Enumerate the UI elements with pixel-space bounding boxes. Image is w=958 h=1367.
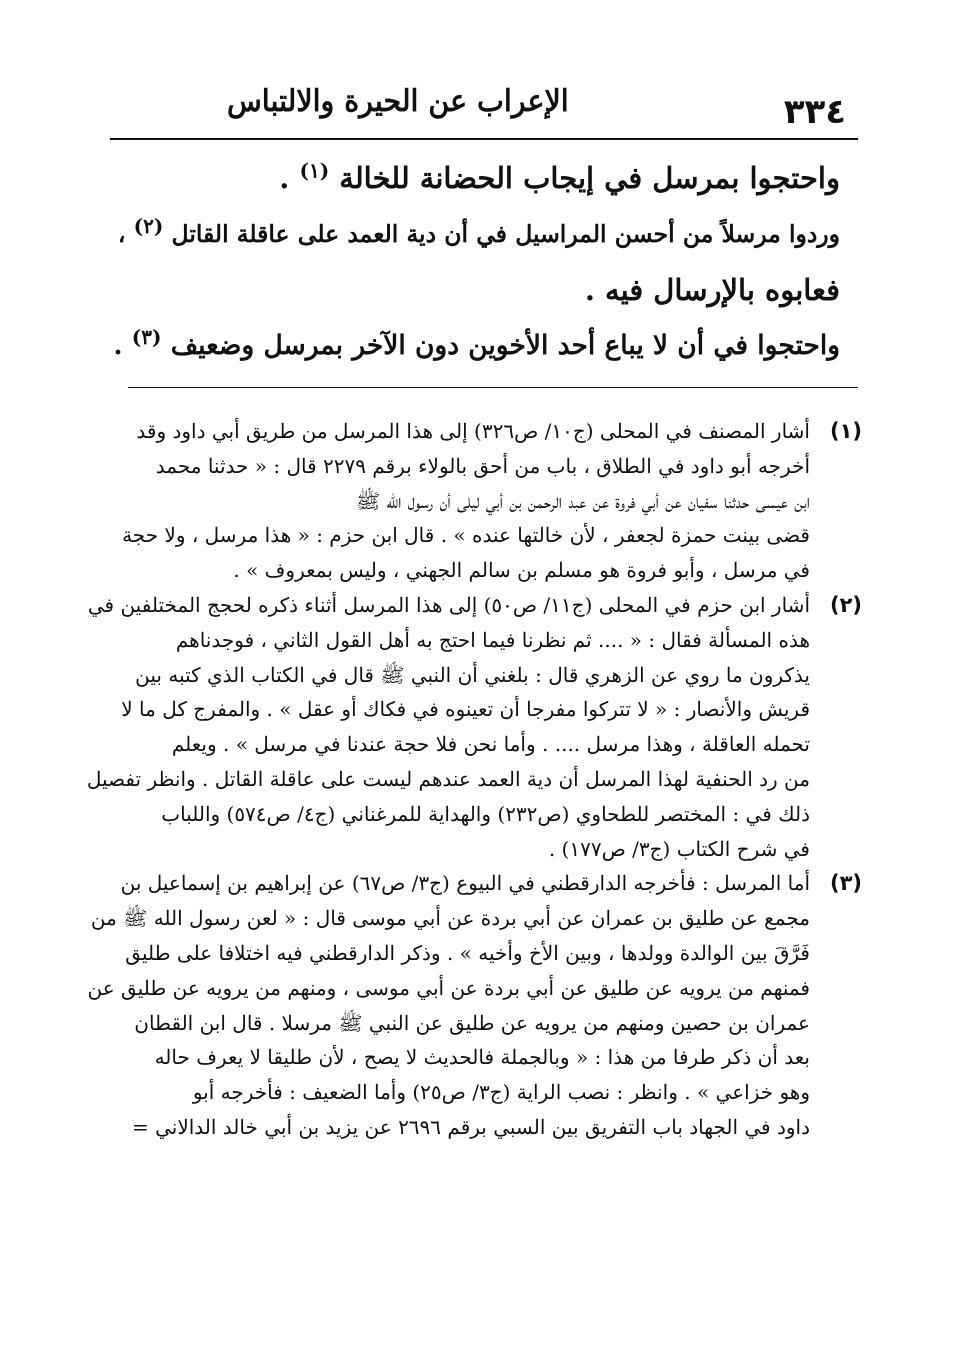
footnote-line: أشار ابن حزم في المحلى (ج١١/ ص٥٠) إلى هذا المرسل أثناء ذكره لحجج المختلفين في <box>87 592 810 617</box>
footnote-line: داود في الجهاد باب التفريق بين السبي برقم ٢٦٩٦ عن يزيد بن أبي خالد الدالاني = <box>131 1114 810 1139</box>
main-line-tail: . <box>113 330 123 361</box>
running-title: الإعراب عن الحيرة والالتباس <box>227 84 570 119</box>
footnote-line: قريش والأنصار : « لا تتركوا مفرجا أن تعينوه في فكاك أو عقل » . والمفرج كل ما لا <box>121 697 810 722</box>
footnote-1 <box>110 414 862 588</box>
footnote-line: فَرَّقَ بين الوالدة وولدها ، وبين الأخ وأخيه » . وذكر الدارقطني فيه اختلافا على طليق <box>125 940 810 965</box>
page-number: ٣٣٤ <box>783 92 846 132</box>
footnote-number: (٣) <box>829 871 862 896</box>
footnote-reference: (٢) <box>133 214 164 239</box>
footnote-line: أما المرسل : فأخرجه الدارقطني في البيوع (ج٣/ ص٦٧) عن إبراهيم بن إسماعيل بن <box>120 871 810 896</box>
footnote-line: عمران بن حصين ومنهم من يرويه عن طليق عن النبي ﷺ مرسلا . قال ابن القطان <box>134 1010 810 1035</box>
footnote-line: هذه المسألة فقال : « .... ثم نظرنا فيما احتج به أهل القول الثاني ، فوجدناهم <box>175 627 810 652</box>
footnote-line: من رد الحنفية لهذا المرسل أن دية العمد عندهم ليست على عاقلة القاتل . وانظر تفصيل <box>86 766 810 791</box>
footnote-line: في مرسل ، وأبو فروة هو مسلم بن سالم الجهني ، وليس بمعروف » . <box>233 558 810 583</box>
footnote-number: (٢) <box>829 592 862 617</box>
footnote-body <box>87 588 810 866</box>
footnote-line: في شرح الكتاب (ج٣/ ص١٧٧) . <box>548 836 810 861</box>
footnote-2 <box>86 588 862 866</box>
footnote-line: أشار المصنف في المحلى (ج١٠/ ص٣٢٦) إلى هذا المرسل من طريق أبي داود وقد <box>136 419 810 443</box>
main-line-text: فعابوه بالإرسال فيه . <box>584 273 840 307</box>
footnote-line: بعد أن ذكر طرفا من هذا : « وبالجملة فالحديث لا يصح ، لأن طليقا لا يعرف حاله <box>154 1045 810 1070</box>
footnote-line: فمنهم من يرويه عن طليق عن أبي بردة عن أبي موسى ، ومنهم من يرويه عن طليق عن <box>87 975 810 1000</box>
footnote-line: ذلك في : المختصر للطحاوي (ص٢٣٢) والهداية للمرغناني (ج٤/ ص٥٧٤) واللباب <box>161 801 810 826</box>
main-line-text: واحتجوا بمرسل في إيجاب الحضانة للخالة <box>339 161 840 195</box>
page-header <box>110 78 858 136</box>
footnote-body <box>88 866 810 1144</box>
main-line <box>110 206 840 262</box>
main-text <box>110 150 840 374</box>
footnote-line: قضى بينت حمزة لجعفر ، لأن خالتها عنده » . قال ابن حزم : « هذا مرسل ، ولا حجة <box>122 523 810 548</box>
header-rule <box>110 138 858 140</box>
footnote-separator <box>128 387 858 388</box>
main-line-tail: ، <box>117 220 126 248</box>
footnote-line: ابن عيسى حدثنا سفيان عن أبي فروة عن عبد الرحمن بن أبي ليلى أن رسول الله ﷺ <box>355 488 810 513</box>
footnote-number: (١) <box>829 419 862 443</box>
footnote-line: وهو خزاعي » . وانظر : نصب الراية (ج٣/ ص٢٥) وأما الضعيف : فأخرجه أبو <box>192 1080 810 1105</box>
footnote-body <box>110 414 810 588</box>
main-line <box>110 262 840 318</box>
main-line-tail: . <box>279 161 290 195</box>
footnote-line: مجمع عن طليق بن عمران عن أبي بردة عن أبي موسى قال : « لعن رسول الله ﷺ من <box>90 906 810 931</box>
main-line-text: واحتجوا في أن لا يباع أحد الأخوين دون الآخر بمرسل وضعيف <box>170 330 840 361</box>
footnote-3 <box>87 866 862 1144</box>
main-line <box>110 318 840 374</box>
footnote-line: أخرجه أبو داود في الطلاق ، باب من أحق بالولاء برقم ٢٢٧٩ قال : « حدثنا محمد <box>155 453 810 478</box>
footnotes <box>86 414 862 1145</box>
footnote-reference: (٣) <box>131 325 162 350</box>
main-line-text: وردوا مرسلاً من أحسن المراسيل في أن دية العمد على عاقلة القاتل <box>171 220 840 248</box>
footnote-reference: (١) <box>299 158 330 183</box>
footnote-line: يذكرون ما روي عن الزهري قال : بلغني أن النبي ﷺ قال في الكتاب الذي كتبه بين <box>135 662 810 687</box>
footnote-line: تحمله العاقلة ، وهذا مرسل .... . وأما نحن فلا حجة عندنا في مرسل » . ويعلم <box>171 732 810 757</box>
main-line <box>110 150 840 206</box>
